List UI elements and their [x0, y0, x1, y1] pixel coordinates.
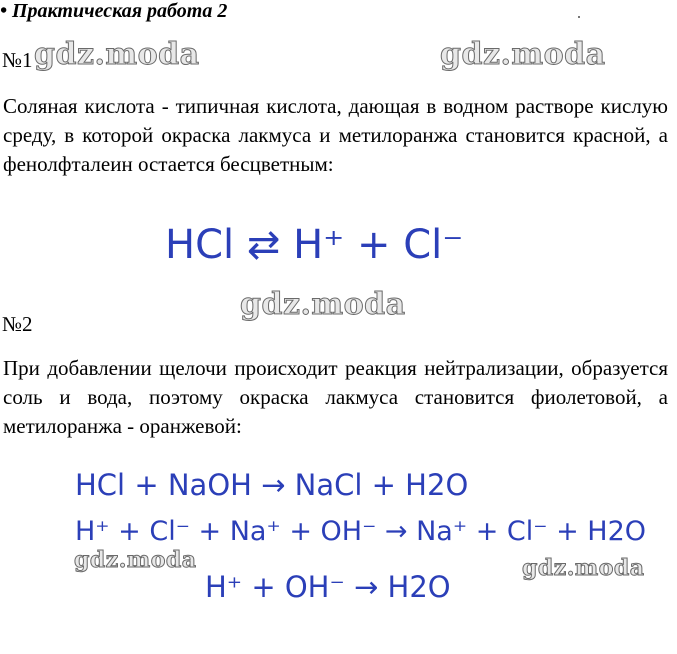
- task2-text: При добавлении щелочи происходит реакция нейтрализации, образуется соль и вода, поэтому окраска лакмуса становится фиолетовой, а метилоранжа - оранжевой:: [3, 356, 668, 438]
- task1-label: №1: [2, 48, 33, 72]
- task1-equation: HCl ⇄ H⁺ + Cl⁻: [165, 222, 464, 268]
- watermark: gdz.moda: [74, 547, 197, 573]
- watermark: gdz.moda: [440, 37, 606, 72]
- watermark: gdz.moda: [240, 287, 406, 322]
- watermark: gdz.moda: [522, 555, 645, 581]
- task2-label: №2: [2, 312, 33, 336]
- task2-equation-full-ionic: H⁺ + Cl⁻ + Na⁺ + OH⁻ → Na⁺ + Cl⁻ + H2O: [75, 516, 647, 547]
- watermark: gdz.moda: [34, 37, 200, 72]
- page-heading: • Практическая работа 2: [0, 0, 228, 22]
- task2-equation-short-ionic: H⁺ + OH⁻ → H2O: [205, 570, 451, 604]
- scan-speck: [578, 16, 580, 18]
- task1-text: Соляная кислота - типичная кислота, дающая в водном растворе кислую среду, в которой окраска лакмуса и метилоранжа становится красной, а фенолфталеин остается бесцветным:: [3, 94, 668, 176]
- task2-equation-molecular: HCl + NaOH → NaCl + H2O: [75, 468, 469, 502]
